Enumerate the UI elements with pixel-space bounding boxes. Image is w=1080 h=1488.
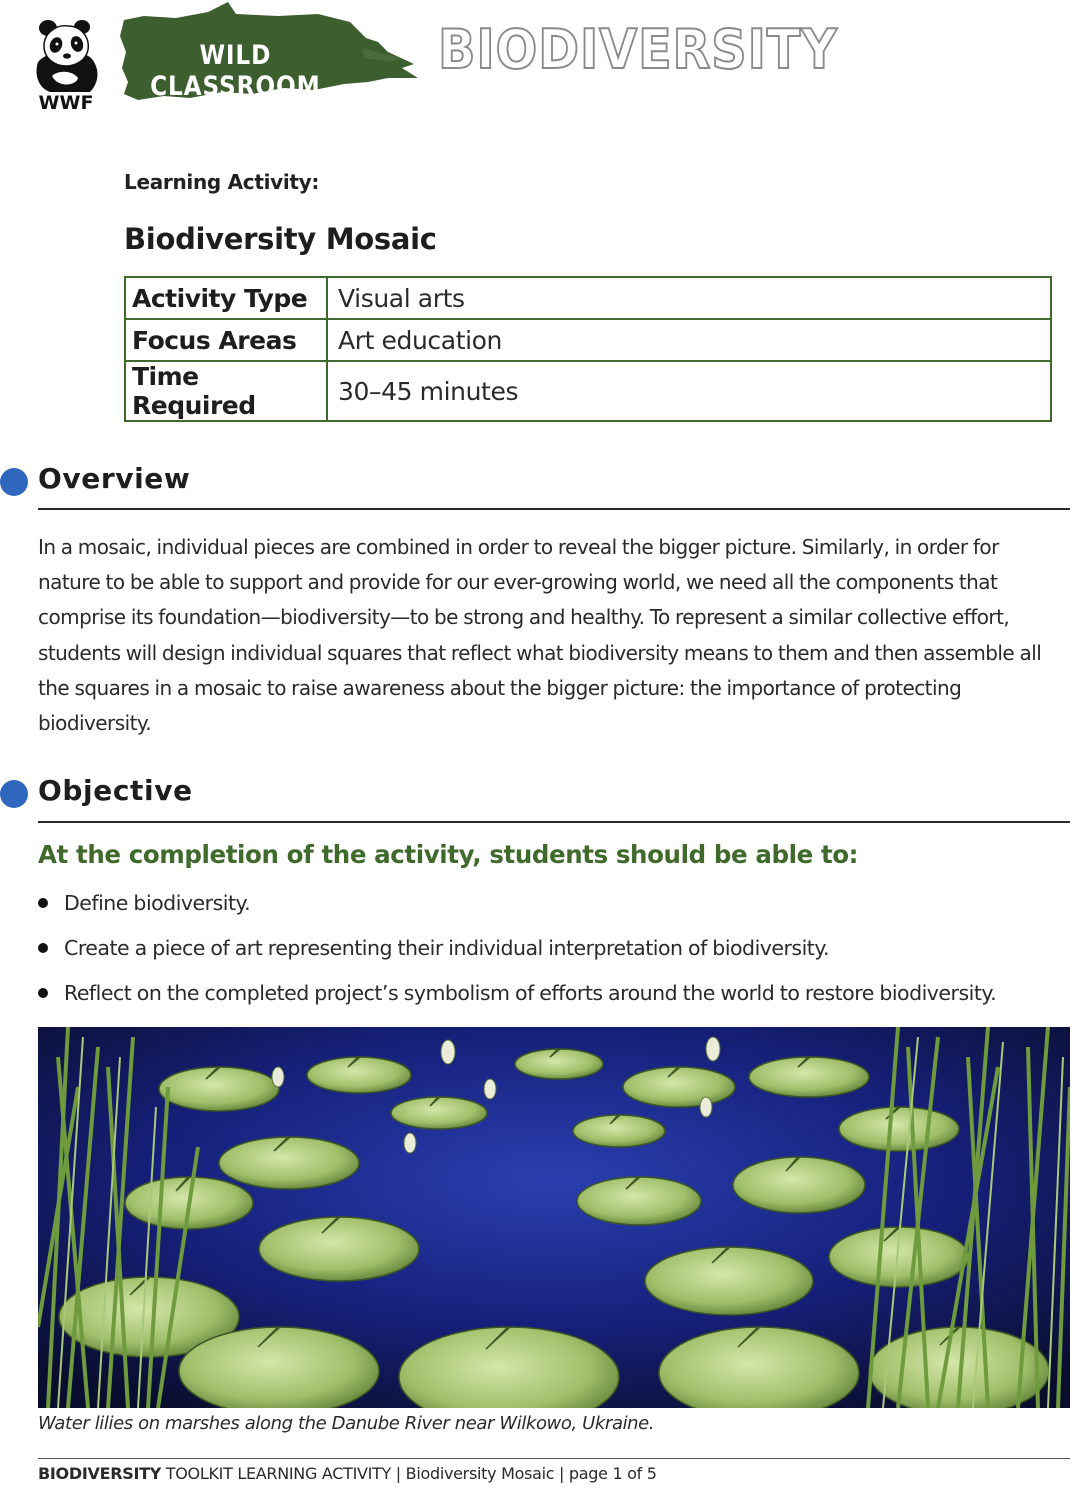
page-footer bbox=[38, 1464, 657, 1483]
section-dot-icon bbox=[0, 780, 28, 808]
list-item bbox=[38, 888, 1068, 933]
table-row bbox=[125, 277, 1051, 319]
footer-divider bbox=[38, 1458, 1070, 1459]
wwf-wordmark: WWF bbox=[38, 92, 94, 114]
wwf-panda-logo bbox=[32, 18, 102, 116]
info-value: 30–45 minutes bbox=[327, 361, 1051, 421]
overview-body: In a mosaic, individual pieces are combined in order to reveal the bigger picture. Similarly, in order for nature to be able to support and provide for our ever-growing world, we need all the components that comprise its foundation—biodiversity—to be strong and healthy. To represent a similar collective effort, students will design individual squares that reflect what biodiversity means to them and then assemble all the squares in a mosaic to raise awareness about the bigger picture: the importance of protecting biodiversity. bbox=[38, 535, 1042, 736]
info-key: Activity Type bbox=[125, 277, 327, 319]
activity-label: Learning Activity: bbox=[124, 170, 320, 194]
table-row bbox=[125, 319, 1051, 361]
table-row bbox=[125, 361, 1051, 421]
activity-title: Biodiversity Mosaic bbox=[124, 222, 437, 256]
list-item bbox=[38, 933, 1068, 978]
objective-subheading: At the completion of the activity, students should be able to: bbox=[38, 840, 859, 869]
info-value: Visual arts bbox=[327, 277, 1051, 319]
list-item-text: Create a piece of art representing their individual interpretation of biodiversity. bbox=[64, 936, 830, 960]
footer-topic: BIODIVERSITY bbox=[38, 1464, 161, 1483]
info-value: Art education bbox=[327, 319, 1051, 361]
list-item bbox=[38, 978, 1068, 1023]
bullet-icon bbox=[38, 988, 48, 998]
objective-list bbox=[38, 888, 1068, 1023]
footer-text: TOOLKIT LEARNING ACTIVITY | Biodiversity Mosaic | page 1 of 5 bbox=[161, 1464, 657, 1483]
info-key: Time Required bbox=[125, 361, 327, 421]
activity-info-table bbox=[124, 276, 1052, 422]
bullet-icon bbox=[38, 943, 48, 953]
water-lilies-photo bbox=[38, 1027, 1070, 1408]
topic-title: BIODIVERSITY bbox=[438, 18, 838, 81]
bullet-icon bbox=[38, 898, 48, 908]
section-divider bbox=[38, 508, 1070, 510]
info-key: Focus Areas bbox=[125, 319, 327, 361]
list-item-text: Define biodiversity. bbox=[64, 891, 251, 915]
overview-heading: Overview bbox=[38, 462, 191, 495]
list-item-text: Reflect on the completed project’s symbolism of efforts around the world to restore biodiversity. bbox=[64, 981, 997, 1005]
water-lilies-illustration bbox=[38, 1027, 1070, 1408]
section-dot-icon bbox=[0, 468, 28, 496]
panda-icon bbox=[32, 18, 102, 94]
photo-caption: Water lilies on marshes along the Danube River near Wilkowo, Ukraine. bbox=[38, 1413, 655, 1434]
section-divider bbox=[38, 821, 1070, 823]
objective-heading: Objective bbox=[38, 774, 193, 807]
brand-name: WILD CLASSROOM bbox=[150, 40, 321, 102]
wild-classroom-logo bbox=[118, 2, 423, 106]
